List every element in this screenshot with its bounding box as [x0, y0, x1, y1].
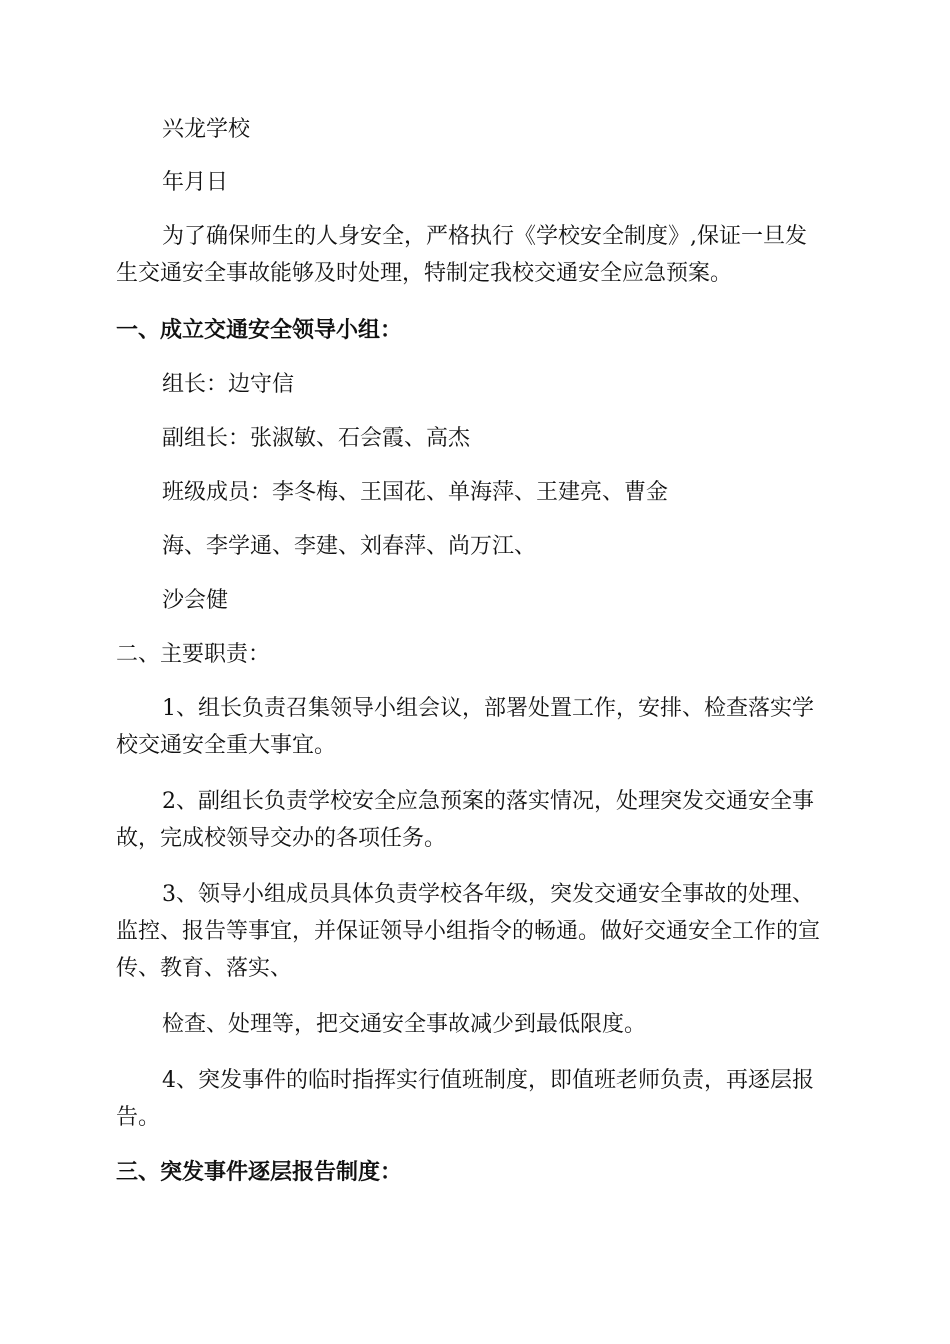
duty-4-line-2: 告。	[116, 1105, 161, 1130]
duty-1-line-2: 校交通安全重大事宜。	[116, 733, 337, 758]
deputy-line: 副组长：张淑敏、石会霞、高杰	[162, 426, 471, 451]
date-line: 年月日	[162, 170, 229, 195]
section3-heading: 三、突发事件逐层报告制度：	[116, 1160, 403, 1185]
duty-4-line-1: 4、突发事件的临时指挥实行值班制度，即值班老师负责，再逐层报	[162, 1068, 814, 1093]
duty-2-line-2: 故，完成校领导交办的各项任务。	[116, 826, 447, 851]
members-line-2: 海、李学通、李建、刘春萍、尚万江、	[162, 534, 537, 559]
members-line-1: 班级成员：李冬梅、王国花、单海萍、王建亮、曹金	[162, 480, 669, 505]
duty-3-line-2: 监控、报告等事宜，并保证领导小组指令的畅通。做好交通安全工作的宣	[116, 919, 821, 944]
duty-3-line-3: 传、教育、落实、	[116, 956, 293, 981]
duty-2-line-1: 2、副组长负责学校安全应急预案的落实情况，处理突发交通安全事	[162, 789, 814, 814]
duty-3-line-4: 检查、处理等，把交通安全事故减少到最低限度。	[162, 1012, 647, 1037]
section2-heading: 二、主要职责：	[116, 642, 271, 667]
section1-heading: 一、成立交通安全领导小组：	[116, 318, 403, 343]
duty-3-line-1: 3、领导小组成员具体负责学校各年级，突发交通安全事故的处理、	[162, 882, 814, 907]
duty-1-line-1: 1、组长负责召集领导小组会议，部署处置工作，安排、检查落实学	[162, 696, 814, 721]
intro-line-1: 为了确保师生的人身安全，严格执行《学校安全制度》,保证一旦发	[162, 224, 807, 249]
intro-line-2: 生交通安全事故能够及时处理，特制定我校交通安全应急预案。	[116, 261, 733, 286]
members-line-3: 沙会健	[162, 588, 229, 613]
school-name: 兴龙学校	[162, 117, 251, 142]
leader-line: 组长：边守信	[162, 372, 295, 397]
